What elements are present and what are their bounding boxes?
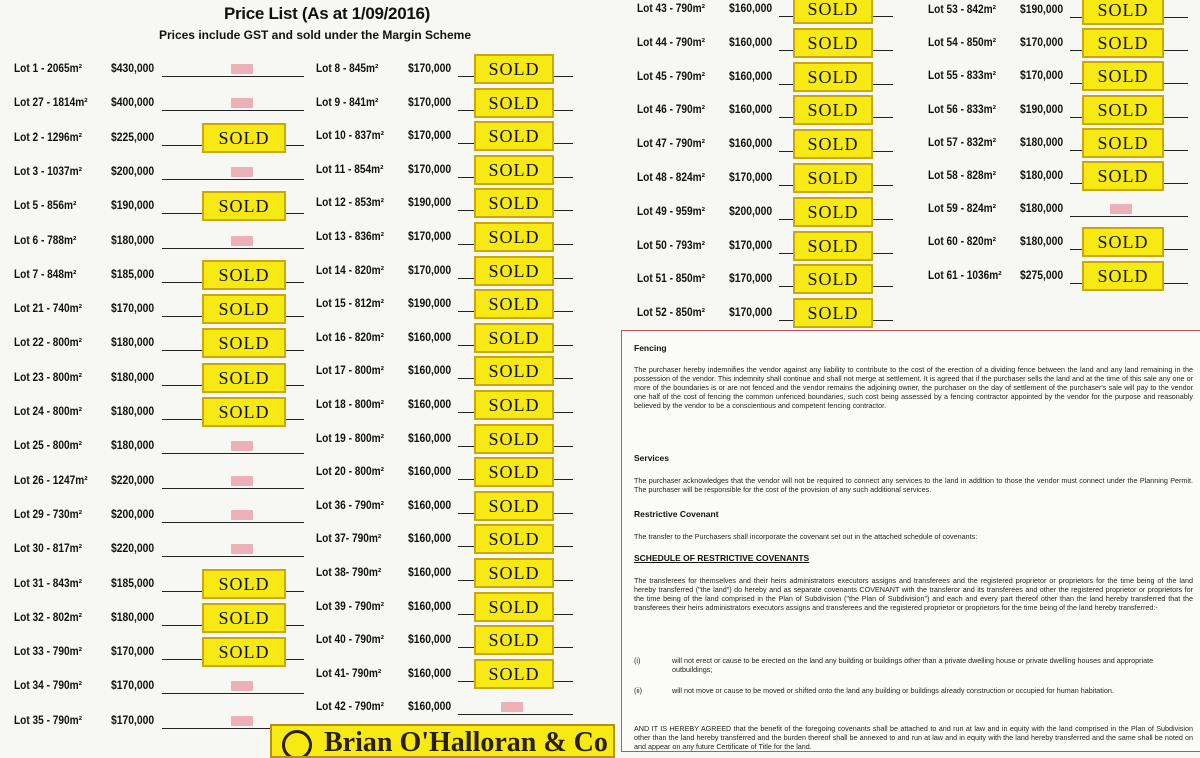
lot-row xyxy=(14,635,304,669)
lot-label: Lot 3 - 1037m² xyxy=(14,165,83,178)
lot-row xyxy=(316,388,573,422)
sold-sticker: SOLD xyxy=(202,123,286,153)
lot-label: Lot 9 - 841m² xyxy=(316,96,379,109)
sold-sticker: SOLD xyxy=(474,424,554,454)
lot-row xyxy=(928,59,1188,93)
available-marker xyxy=(231,681,253,691)
lot-row xyxy=(316,153,573,187)
available-marker xyxy=(501,702,523,712)
agency-logo xyxy=(270,724,615,758)
lot-label: Lot 35 - 790m² xyxy=(14,714,83,727)
lot-label: Lot 8 - 845m² xyxy=(316,63,379,75)
lot-underline xyxy=(162,248,304,249)
lot-price: $170,000 xyxy=(408,63,452,75)
lot-row xyxy=(316,287,573,321)
lot-label: Lot 43 - 790m² xyxy=(637,3,706,15)
lot-label: Lot 12 - 853m² xyxy=(316,197,385,210)
lot-underline xyxy=(162,522,304,523)
lot-label: Lot 20 - 800m² xyxy=(316,466,385,479)
lot-label: Lot 6 - 788m² xyxy=(14,234,77,247)
terms-panel xyxy=(621,330,1200,752)
lot-label: Lot 57 - 832m² xyxy=(928,136,997,149)
lot-underline xyxy=(162,76,304,77)
lot-price: $170,000 xyxy=(111,714,155,727)
sold-sticker: SOLD xyxy=(793,129,873,159)
lot-label: Lot 48 - 824m² xyxy=(637,172,706,184)
lot-underline xyxy=(162,488,304,489)
page-subtitle: Prices include GST and sold under the Margin Scheme xyxy=(158,28,472,42)
lot-underline xyxy=(458,714,573,715)
fencing-heading: Fencing xyxy=(634,343,667,353)
lot-price: $180,000 xyxy=(111,234,155,247)
lot-price: $275,000 xyxy=(1020,269,1064,282)
lot-row xyxy=(637,262,893,296)
lot-row xyxy=(316,354,573,388)
lot-row xyxy=(316,590,573,624)
lot-label: Lot 18 - 800m² xyxy=(316,399,385,411)
lot-label: Lot 52 - 850m² xyxy=(637,307,706,320)
lot-price: $170,000 xyxy=(408,96,452,109)
lot-row xyxy=(14,258,304,292)
lot-row xyxy=(637,296,893,330)
lot-row xyxy=(14,155,304,189)
lot-price: $160,000 xyxy=(729,3,773,15)
lot-underline xyxy=(162,453,304,454)
lot-label: Lot 42 - 790m² xyxy=(316,701,385,714)
lot-label: Lot 26 - 1247m² xyxy=(14,474,88,487)
lot-row xyxy=(928,26,1188,60)
sold-sticker: SOLD xyxy=(793,28,873,58)
lot-row xyxy=(637,229,893,263)
lot-price: $220,000 xyxy=(111,543,155,556)
lot-label: Lot 45 - 790m² xyxy=(637,70,706,83)
lot-price: $190,000 xyxy=(1020,103,1064,116)
lot-label: Lot 29 - 730m² xyxy=(14,508,83,521)
lot-row xyxy=(928,192,1188,226)
sold-sticker: SOLD xyxy=(1082,0,1164,25)
lot-row xyxy=(14,361,304,395)
lot-underline xyxy=(1070,216,1188,217)
lot-row xyxy=(637,26,893,60)
lot-row xyxy=(316,186,573,220)
sold-sticker: SOLD xyxy=(474,121,554,151)
sold-sticker: SOLD xyxy=(1082,28,1164,58)
lot-row xyxy=(637,0,893,26)
lot-price: $225,000 xyxy=(111,131,155,144)
sold-sticker: SOLD xyxy=(1082,128,1164,158)
lot-price: $190,000 xyxy=(408,197,452,210)
lot-row xyxy=(637,195,893,229)
lot-row xyxy=(14,498,304,532)
lot-label: Lot 34 - 790m² xyxy=(14,680,83,693)
lot-label: Lot 38- 790m² xyxy=(316,567,382,579)
lot-price: $160,000 xyxy=(729,70,773,83)
sold-sticker: SOLD xyxy=(793,231,873,261)
covenant-item-1 xyxy=(634,656,1193,674)
available-marker xyxy=(231,716,253,726)
lot-price: $160,000 xyxy=(408,499,452,512)
lot-price: $400,000 xyxy=(111,97,155,110)
lot-row xyxy=(928,93,1188,127)
lot-price: $170,000 xyxy=(111,303,155,316)
lot-row xyxy=(928,259,1188,293)
lot-label: Lot 1 - 2065m² xyxy=(14,63,83,75)
lot-price: $160,000 xyxy=(408,701,452,714)
lot-row xyxy=(316,86,573,120)
lot-label: Lot 11 - 854m² xyxy=(316,163,384,176)
lot-price: $180,000 xyxy=(1020,236,1064,249)
lot-label: Lot 13 - 836m² xyxy=(316,231,385,243)
sold-sticker: SOLD xyxy=(1082,261,1164,291)
covenant-text: The transfer to the Purchasers shall incorporate the covenant set out in the attached schedule of covenants: xyxy=(634,532,978,541)
available-marker xyxy=(231,476,253,486)
lot-label: Lot 60 - 820m² xyxy=(928,236,997,249)
lot-row xyxy=(14,464,304,498)
lot-price: $200,000 xyxy=(729,205,773,218)
lot-row xyxy=(316,220,573,254)
lot-price: $190,000 xyxy=(408,298,452,311)
lot-label: Lot 37- 790m² xyxy=(316,533,382,546)
lot-row xyxy=(928,0,1188,27)
lot-price: $180,000 xyxy=(1020,203,1064,216)
lot-price: $200,000 xyxy=(111,508,155,521)
lot-price: $180,000 xyxy=(1020,170,1064,182)
sold-sticker: SOLD xyxy=(793,62,873,92)
sold-sticker: SOLD xyxy=(793,298,873,328)
lot-label: Lot 7 - 848m² xyxy=(14,268,77,281)
lot-price: $180,000 xyxy=(111,611,155,624)
lot-row xyxy=(14,567,304,601)
lot-label: Lot 46 - 790m² xyxy=(637,104,706,117)
lot-row xyxy=(316,119,573,153)
page-title: Price List (As at 1/09/2016) xyxy=(223,4,431,23)
sold-sticker: SOLD xyxy=(474,491,554,521)
lot-price: $160,000 xyxy=(408,533,452,546)
lot-label: Lot 54 - 850m² xyxy=(928,37,997,50)
sold-sticker: SOLD xyxy=(474,457,554,487)
lot-row xyxy=(316,254,573,288)
lot-price: $220,000 xyxy=(111,474,155,487)
lot-price: $160,000 xyxy=(729,36,773,49)
sold-sticker: SOLD xyxy=(474,54,554,84)
sold-sticker: SOLD xyxy=(474,188,554,218)
lot-label: Lot 15 - 812m² xyxy=(316,298,385,311)
lot-price: $170,000 xyxy=(408,163,452,176)
lot-row xyxy=(928,225,1188,259)
lot-row xyxy=(637,127,893,161)
lot-row xyxy=(14,224,304,258)
sold-sticker: SOLD xyxy=(1082,95,1164,125)
lot-price: $170,000 xyxy=(1020,37,1064,50)
lot-label: Lot 24 - 800m² xyxy=(14,406,83,418)
lot-row xyxy=(316,422,573,456)
lot-row xyxy=(637,93,893,127)
lot-price: $170,000 xyxy=(111,646,155,659)
sold-sticker: SOLD xyxy=(793,197,873,227)
lot-price: $160,000 xyxy=(408,567,452,579)
agreed-text: AND IT IS HEREBY AGREED that the benefit of the foregoing covenants shall be attached to and run at law and in equity with the land comprised in the Plan of Subdivision other than the land hereby transferred and the burden thereof shall be annexed to and run at law and in equity with the land hereby transferred and the same shall be noted on and appear on any future Certificate of Title for the land. xyxy=(634,724,1193,751)
lot-label: Lot 22 - 800m² xyxy=(14,337,83,350)
covenant-item-1-text: will not erect or cause to be erected on the land any building or buildings other than a private dwelling house or private dwelling houses and appropriate outbuildings; xyxy=(672,656,1154,674)
lot-row xyxy=(14,601,304,635)
lot-label: Lot 5 - 856m² xyxy=(14,200,77,213)
sold-sticker: SOLD xyxy=(793,95,873,125)
lot-label: Lot 61 - 1036m² xyxy=(928,269,1002,282)
lot-price: $180,000 xyxy=(111,371,155,384)
sold-sticker: SOLD xyxy=(202,260,286,290)
lot-label: Lot 41- 790m² xyxy=(316,667,382,680)
lot-price: $160,000 xyxy=(729,138,773,151)
lot-price: $160,000 xyxy=(408,667,452,680)
lot-row xyxy=(637,161,893,195)
sold-sticker: SOLD xyxy=(474,256,554,286)
agency-logo-icon xyxy=(282,730,312,758)
lot-row xyxy=(316,489,573,523)
sold-sticker: SOLD xyxy=(474,659,554,689)
lot-price: $170,000 xyxy=(408,264,452,277)
lot-price: $430,000 xyxy=(111,63,155,75)
available-marker xyxy=(231,441,253,451)
lot-row xyxy=(14,326,304,360)
lot-label: Lot 17 - 800m² xyxy=(316,365,385,378)
lot-label: Lot 31 - 843m² xyxy=(14,577,83,590)
lot-price: $160,000 xyxy=(408,600,452,613)
sold-sticker: SOLD xyxy=(474,558,554,588)
sold-sticker: SOLD xyxy=(474,88,554,118)
lot-label: Lot 33 - 790m² xyxy=(14,646,83,659)
sold-sticker: SOLD xyxy=(1082,161,1164,191)
covenant-item-2-number: (ii) xyxy=(634,686,642,695)
lot-label: Lot 56 - 833m² xyxy=(928,103,997,116)
lot-label: Lot 49 - 959m² xyxy=(637,205,706,218)
sold-sticker: SOLD xyxy=(1082,227,1164,257)
lot-row xyxy=(316,623,573,657)
services-text: The purchaser acknowledges that the vendor will not be required to connect any services to the land in addition to those the vendor must connect under the Planning Permit. The purchaser will be responsible for the cost of the provision of any such additional services. xyxy=(634,476,1193,494)
lot-label: Lot 23 - 800m² xyxy=(14,371,83,384)
lot-row xyxy=(928,126,1188,160)
lot-label: Lot 58 - 828m² xyxy=(928,170,997,182)
sold-sticker: SOLD xyxy=(474,625,554,655)
lot-row xyxy=(316,52,573,86)
covenant-heading: Restrictive Covenant xyxy=(634,509,719,519)
lot-label: Lot 53 - 842m² xyxy=(928,4,997,16)
lot-label: Lot 51 - 850m² xyxy=(637,273,706,286)
lot-label: Lot 55 - 833m² xyxy=(928,70,997,83)
services-heading: Services xyxy=(634,453,669,463)
available-marker xyxy=(231,236,253,246)
lot-underline xyxy=(162,693,304,694)
lot-price: $170,000 xyxy=(729,239,773,252)
lot-label: Lot 16 - 820m² xyxy=(316,331,385,344)
lot-price: $185,000 xyxy=(111,268,155,281)
lot-label: Lot 59 - 824m² xyxy=(928,203,997,216)
lot-price: $170,000 xyxy=(729,172,773,184)
lot-label: Lot 30 - 817m² xyxy=(14,543,83,556)
available-marker xyxy=(231,98,253,108)
lot-underline xyxy=(162,556,304,557)
sold-sticker: SOLD xyxy=(793,163,873,193)
sold-sticker: SOLD xyxy=(202,569,286,599)
lot-row xyxy=(14,532,304,566)
lot-label: Lot 40 - 790m² xyxy=(316,634,385,647)
sold-sticker: SOLD xyxy=(474,289,554,319)
lot-label: Lot 32 - 802m² xyxy=(14,611,83,624)
agency-name: Brian O'Halloran & Co xyxy=(324,727,608,758)
lot-row xyxy=(316,522,573,556)
lot-row xyxy=(14,429,304,463)
sold-sticker: SOLD xyxy=(474,155,554,185)
lot-label: Lot 36 - 790m² xyxy=(316,499,385,512)
sold-sticker: SOLD xyxy=(202,637,286,667)
lot-label: Lot 25 - 800m² xyxy=(14,440,83,453)
lot-label: Lot 44 - 790m² xyxy=(637,36,706,49)
lot-price: $160,000 xyxy=(408,399,452,411)
lot-price: $200,000 xyxy=(111,165,155,178)
lot-row xyxy=(316,455,573,489)
lot-label: Lot 19 - 800m² xyxy=(316,432,385,445)
lot-price: $180,000 xyxy=(111,406,155,418)
lot-label: Lot 21 - 740m² xyxy=(14,303,83,316)
lot-price: $160,000 xyxy=(408,365,452,378)
lot-row xyxy=(14,189,304,223)
lot-price: $160,000 xyxy=(729,104,773,117)
lot-label: Lot 47 - 790m² xyxy=(637,138,706,151)
schedule-text: The transferees for themselves and their heirs administrators executors assigns and transferees and the registered proprietor or proprietors for the time being of the land hereby transferred ("the land") do hereby and as separate covenants COVENANT with the transferor and its transferees and other the registered proprietor or proprietors for the time being of the land comprised in the Plan of Subdivision ("the Plan of Subdivision") and each and every part thereof other than the land hereby transferred that the transferees their heirs administrators executors assigns and transferees and the registered proprietor or proprietors for the time being of the land hereby transferred:- xyxy=(634,576,1193,612)
covenant-item-1-number: (i) xyxy=(634,656,641,665)
lot-price: $160,000 xyxy=(408,466,452,479)
lot-price: $170,000 xyxy=(111,680,155,693)
lot-row xyxy=(14,121,304,155)
sold-sticker: SOLD xyxy=(474,592,554,622)
sold-sticker: SOLD xyxy=(202,191,286,221)
lot-label: Lot 14 - 820m² xyxy=(316,264,385,277)
sold-sticker: SOLD xyxy=(474,323,554,353)
lot-label: Lot 50 - 793m² xyxy=(637,239,706,252)
lot-underline xyxy=(162,110,304,111)
lot-price: $160,000 xyxy=(408,331,452,344)
sold-sticker: SOLD xyxy=(202,328,286,358)
lot-row xyxy=(316,657,573,691)
lot-price: $170,000 xyxy=(1020,70,1064,83)
available-marker xyxy=(231,64,253,74)
sold-sticker: SOLD xyxy=(202,603,286,633)
sold-sticker: SOLD xyxy=(202,397,286,427)
fencing-text: The purchaser hereby indemnifies the vendor against any liability to contribute to the cost of the erection of a dividing fence between the land and any land remaining in the possession of the vendor. This indemnity shall continue and shall not merge at settlement. It is agreed that if the purchaser sells the land and at the time of this sale any one or more of the boundaries is or are not fenced and the vendor remains the adjoining owner, the purchaser on the day of settlement of the purchaser's sale will pay to the vendor one half of the cost of fencing the common unfenced boundaries, such cost being assessed by a fencing contractor appointed by the vendor for the purpose and reasonably believed by the vendor to be a conscientious and competent fencing contractor. xyxy=(634,365,1193,410)
available-marker xyxy=(231,167,253,177)
available-marker xyxy=(231,544,253,554)
lot-price: $160,000 xyxy=(408,432,452,445)
lot-row xyxy=(316,321,573,355)
lot-row xyxy=(316,556,573,590)
lot-row xyxy=(14,292,304,326)
lot-row xyxy=(14,669,304,703)
lot-price: $170,000 xyxy=(408,130,452,143)
sold-sticker: SOLD xyxy=(474,390,554,420)
available-marker xyxy=(231,510,253,520)
lot-price: $180,000 xyxy=(1020,136,1064,149)
lot-price: $185,000 xyxy=(111,577,155,590)
covenant-item-2-text: will not move or cause to be moved or shifted onto the land any building or buildings already construction or occupied for human habitation. xyxy=(672,686,1114,695)
lot-row xyxy=(14,395,304,429)
sold-sticker: SOLD xyxy=(474,524,554,554)
sold-sticker: SOLD xyxy=(202,294,286,324)
lot-label: Lot 2 - 1296m² xyxy=(14,131,83,144)
lot-row xyxy=(14,52,304,86)
sold-sticker: SOLD xyxy=(474,222,554,252)
lot-price: $170,000 xyxy=(408,231,452,243)
lot-price: $180,000 xyxy=(111,440,155,453)
lot-label: Lot 27 - 1814m² xyxy=(14,97,88,110)
lot-row xyxy=(14,704,304,738)
available-marker xyxy=(1110,204,1132,214)
sold-sticker: SOLD xyxy=(1082,61,1164,91)
lot-price: $160,000 xyxy=(408,634,452,647)
lot-row xyxy=(928,159,1188,193)
lot-price: $190,000 xyxy=(111,200,155,213)
lot-price: $180,000 xyxy=(111,337,155,350)
covenant-item-2 xyxy=(634,686,1193,695)
lot-price: $170,000 xyxy=(729,273,773,286)
sold-sticker: SOLD xyxy=(793,0,873,24)
lot-row xyxy=(14,86,304,120)
sold-sticker: SOLD xyxy=(202,363,286,393)
lot-label: Lot 10 - 837m² xyxy=(316,130,385,143)
lot-price: $170,000 xyxy=(729,307,773,320)
lot-underline xyxy=(162,179,304,180)
lot-price: $190,000 xyxy=(1020,4,1064,16)
sold-sticker: SOLD xyxy=(474,356,554,386)
sold-sticker: SOLD xyxy=(793,264,873,294)
schedule-heading: SCHEDULE OF RESTRICTIVE COVENANTS xyxy=(634,553,810,563)
lot-label: Lot 39 - 790m² xyxy=(316,600,385,613)
lot-row xyxy=(637,60,893,94)
lot-row xyxy=(316,690,573,724)
